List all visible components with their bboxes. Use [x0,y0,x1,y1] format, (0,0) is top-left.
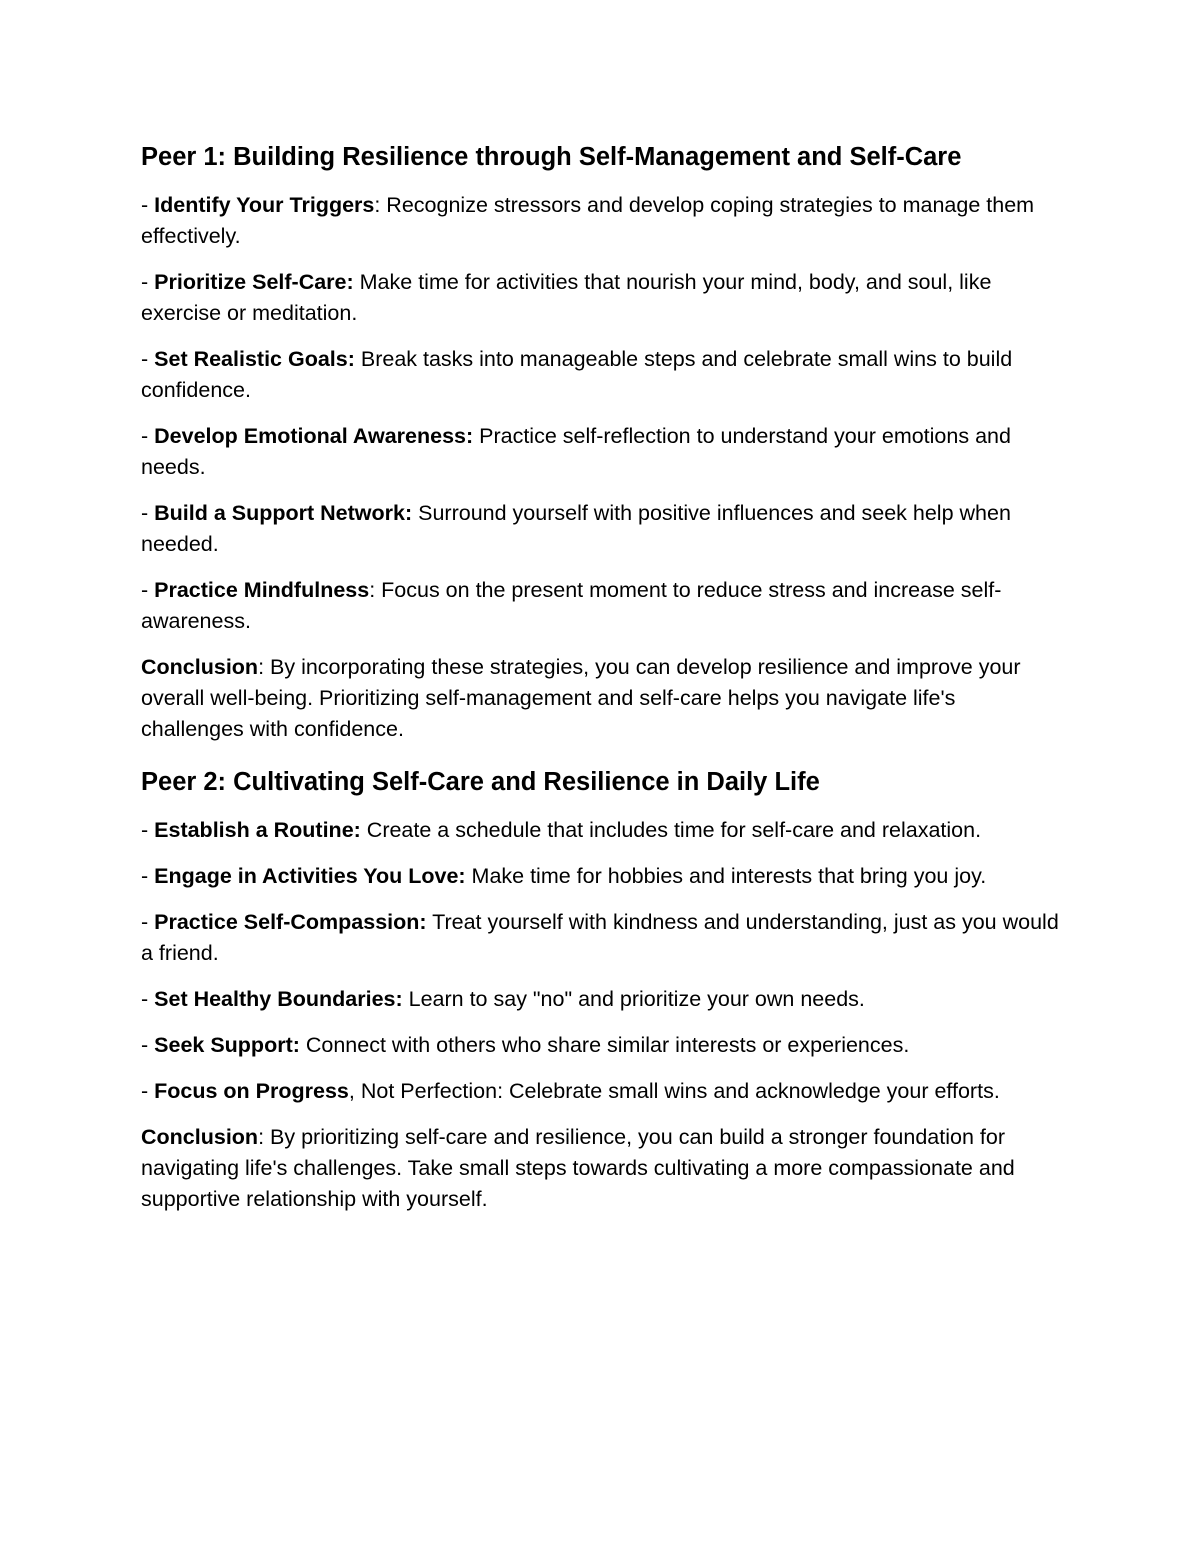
item-dash: - [141,424,155,448]
conclusion-text: : By prioritizing self-care and resilience, you can build a stronger foundation for navigating life's challenges. Take small steps towards cultivating a more compassionate and supportive relationship with yourself. [141,1125,1015,1211]
conclusion-label: Conclusion [141,1125,259,1149]
item-term: Focus on Progress [154,1079,349,1103]
item-text: Make time for hobbies and interests that bring you joy. [465,864,987,888]
item-term: Prioritize Self-Care: [154,270,354,294]
section-peer-1 [141,138,1061,745]
item-dash: - [141,1079,155,1103]
conclusion-text: : By incorporating these strategies, you can develop resilience and improve your overall well-being. Prioritizing self-management and self-care helps you navigate life's challenges with confidence. [141,655,1021,741]
item-dash: - [141,864,155,888]
item-dash: - [141,193,155,217]
item-text: Practice self-reflection to understand your emotions and needs. [141,424,1011,479]
list-item [141,498,1061,560]
item-text: Surround yourself with positive influences and seek help when needed. [141,501,1011,556]
item-term: Practice Self-Compassion: [154,910,427,934]
item-dash: - [141,270,155,294]
item-dash: - [141,501,155,525]
item-term: Set Realistic Goals: [154,347,355,371]
list-item [141,861,1061,892]
item-text: Make time for activities that nourish your mind, body, and soul, like exercise or meditation. [141,270,992,325]
item-text: , Not Perfection: Celebrate small wins and acknowledge your efforts. [348,1079,1000,1103]
section-peer-2 [141,763,1061,1215]
list-item [141,190,1061,252]
item-term: Identify Your Triggers [154,193,375,217]
item-term: Engage in Activities You Love: [154,864,466,888]
item-text: Break tasks into manageable steps and celebrate small wins to build confidence. [141,347,1013,402]
list-item [141,575,1061,637]
item-text: Learn to say "no" and prioritize your own needs. [402,987,865,1011]
list-item [141,1076,1061,1107]
list-item [141,267,1061,329]
item-dash: - [141,818,155,842]
list-item [141,815,1061,846]
item-term: Build a Support Network: [154,501,413,525]
item-text: : Focus on the present moment to reduce stress and increase self-awareness. [141,578,1002,633]
item-dash: - [141,987,155,1011]
list-item [141,421,1061,483]
item-term: Establish a Routine: [154,818,361,842]
item-term: Seek Support: [154,1033,300,1057]
conclusion-label: Conclusion [141,655,259,679]
item-text: Connect with others who share similar interests or experiences. [299,1033,910,1057]
document-page [141,138,1061,1233]
item-term: Practice Mindfulness [154,578,370,602]
list-item [141,984,1061,1015]
item-text: Create a schedule that includes time for self-care and relaxation. [360,818,982,842]
item-text: : Recognize stressors and develop coping strategies to manage them effectively. [141,193,1035,248]
item-term: Develop Emotional Awareness: [154,424,474,448]
item-dash: - [141,347,155,371]
item-dash: - [141,910,155,934]
list-item [141,1030,1061,1061]
conclusion-paragraph [141,652,1061,745]
conclusion-paragraph [141,1122,1061,1215]
item-term: Set Healthy Boundaries: [154,987,403,1011]
list-item [141,907,1061,969]
item-text: Treat yourself with kindness and understanding, just as you would a friend. [141,910,1059,965]
section-title: Peer 2: Cultivating Self-Care and Resilience in Daily Life [141,768,820,796]
list-item [141,344,1061,406]
section-title: Peer 1: Building Resilience through Self-Management and Self-Care [141,143,962,171]
item-dash: - [141,1033,155,1057]
item-dash: - [141,578,155,602]
